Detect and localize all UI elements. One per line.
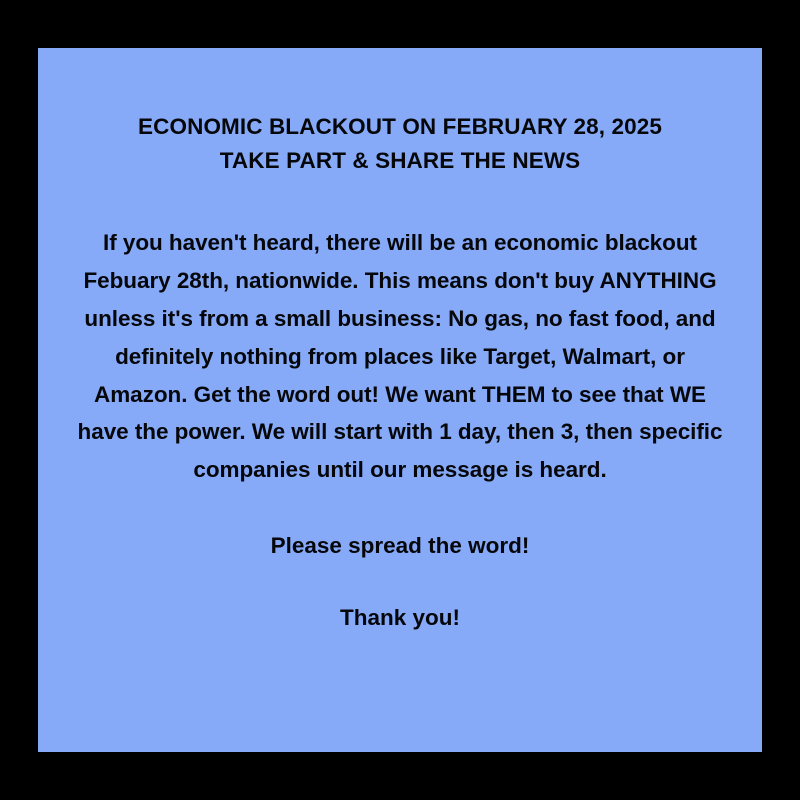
headline-line-1: ECONOMIC BLACKOUT ON FEBRUARY 28, 2025 [138,114,662,139]
headline-line-2: TAKE PART & SHARE THE NEWS [219,148,581,174]
poster-content [38,48,762,752]
poster-closing: Thank you! [339,604,460,630]
frame-band-bottom [0,770,800,800]
poster-body-text: If you haven't heard, there will be an economic blackout Febuary 28th, nationwide. This means don't buy ANYTHING unless it's from a small business: No gas, no fast food, and definitely nothing from places like Target, Walmart, or Amazon. Get the word out! We want THEM to see that WE have the power. We will start with 1 day, then 3, then specific companies until our message is heard. [77,230,723,483]
frame-band-left [0,0,12,800]
poster-call-to-action: Please spread the word! [270,532,530,558]
poster-headline [90,110,710,178]
frame-band-right [788,0,800,800]
frame-band-top [0,0,800,30]
